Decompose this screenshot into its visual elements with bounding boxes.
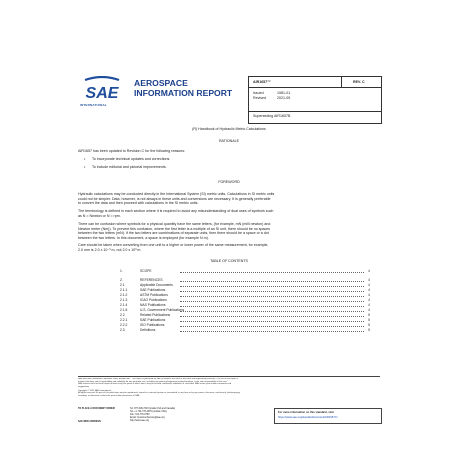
revised-label: Revised [253,96,266,100]
standard-link[interactable]: https://www.sae.org/standards/content/AIR1657C/ [278,416,338,419]
more-info-box: For more information on this standard, visit https://www.sae.org/standards/content/AIR1657C/ [274,408,382,424]
doc-id: AIR1657™ [253,80,271,84]
rationale-bullet: To include editorial and pictorial improvements. [92,165,167,169]
foreword-heading: FOREWORD [218,180,240,184]
rationale-intro: AIR1657 has been updated to Revision C for the following reasons: [78,149,186,153]
issued-date: 1981-01 [277,91,291,95]
document-title: (R) Handbook of Hydraulic Metric Calculations [192,127,266,131]
rationale-bullet: To incorporate technical updates and corrections. [92,157,171,161]
toc-entry[interactable]: 2. REFERENCES 4 [120,278,370,282]
toc-entry[interactable]: 2.1.3 ICAO Publications 4 [120,298,370,302]
superseding-note: Superseding AIR1657B [253,114,291,118]
svg-text:SAE: SAE [85,85,119,102]
foreword-text: There can be confusion where symbols for a physical quantity have the same letters, (for example, mN (milli newton) and [78,222,271,226]
toc-entry[interactable]: 2.1.1 SAE Publications 4 [120,288,370,292]
toc-entry[interactable]: 2.3 Definitions 5 [120,328,370,332]
sae-website-link[interactable]: http://www.sae.org [130,419,149,422]
foreword-text: could not be simpler. Data, however, is not always in these units and conversions are necessary. It is generally preferable [78,196,271,201]
toc-entry[interactable]: 2.1.4 NAS Publications 4 [120,303,370,307]
toc-entry[interactable]: 2.1.5 U.S. Government Publications 4 [120,308,370,312]
toc-entry[interactable]: 2.2.1 SAE Publications 5 [120,318,370,322]
logo-subtitle: INTERNATIONAL [80,103,107,107]
rationale-heading: RATIONALE [218,139,240,143]
foreword-text: to convert the data and then proceed with calculations in the SI metric units. [78,201,199,205]
bullet-icon: • [84,165,86,169]
foreword-text: between the two letters. In this document, a space is employed (for example N m). [78,235,209,240]
toc-heading: TABLE OF CONTENTS [210,259,248,263]
foreword-text: as N = Newton or N = rpm. [78,213,121,218]
footer-divider [78,376,380,377]
foreword-text: Hydraulic calculations may be conducted directly in the International System (SI) metric units. Calculations in SI metric units [78,192,275,196]
toc-entry[interactable]: 2.1.2 ASTM Publications 4 [120,293,370,297]
document-page: SAE INTERNATIONAL AEROSPACE INFORMATION REPORT AIR1657™ REV. C Issued 1981-01 Revised 2021-05 Superseding AIR1657B (R) Handbook of Hydraulic Metric Calculations RATIONALE AIR1657 has been updated to Revision C for the following reasons: • To incorporate technical updates and corrections. • To include editorial and pictorial improvements. FOREWORD Hydraulic calculations may be conducted directly in the International System (SI) metric units. Calculations in SI metric units could not be simpler. Data, however, is not always in these units and conversions are necessary. It is generally preferable to convert the data and then proceed with calculations in the SI metric units. The terminology is defined in each section where it is required to avoid any misunderstanding of dual uses of symbols such as N = Newton or N = rpm. There can be confusion where symbols for a physical quantity have the same letters, (for example, mN (milli newton) and Newton meter (Nm)). To prevent this confusion, where the first letter is a multiple of an SI unit, there should be no spaces between the two letters (mN). If the two letters are combinations of separate units, then there should be a space or a dot between the two letters. In this document, a space is employed (for example N m). Care should be taken when converting from one unit to a higher or lower power of the same measurement, for example, 2.0 mm is 2.0 x 10⁻³ m, not 2.0 x 10³ m. TABLE OF CONTENTS 1. SCOPE 4 2. REFERENCES 4 2.1 Applicable Documents 4 2.1.1 SAE Publications 4 2.1.2 ASTM Publications 4 2.1.3 ICAO Publications 4 2.1.4 NAS Publications 4 2.1.5 U.S. Government Publications 4 2.2 Related Publications 5 2.2.1 SAE Publications 5 2.2.2 ISO Publications 5 2.3 Definitions 5 SAE Executive Standards Committee Rules provide that: "This report is published by SAE to advance the state of technical and engineering sciences. The use of this report is entirely voluntary, and its applicability and suitability for any particular use, including any patent infringement arising therefrom, is the sole responsibility of the user." SAE reviews each technical report at least every five years at which time it may be revised, reaffirmed, stabilized, or cancelled. SAE invites your written comments and suggestions. Copyright © 2021 SAE International All rights reserved. No part of this publication may be reproduced, stored in a retrieval system or transmitted, in any form or by any means, electronic, mechanical, photocopying, recording, or otherwise, without the prior written permission of SAE. TO PLACE A DOCUMENT ORDER: Tel: 877-606-7323 (inside USA and Canada) Tel: +1 724-776-4970 (outside USA) Fax: 724-776-0790 Email: CustomerService@sae.org SAE WEB ADDRESS: http://www.sae.org For more information on this standard, visit https://www.sae.org/standards/content/AIR1657C/ [78,62,380,448]
foreword-text: The terminology is defined in each section where it is required to avoid any misunderstanding of dual uses of symbols such [78,209,274,213]
revision-label: REV. C [353,80,365,84]
toc-entry[interactable]: 2.1 Applicable Documents 4 [120,283,370,287]
toc-entry[interactable]: 1. SCOPE 4 [120,269,370,273]
foreword-text: 2.0 mm is 2.0 x 10⁻³ m, not 2.0 x 10³ m. [78,247,142,252]
toc-entry[interactable]: 2.2.2 ISO Publications 5 [120,323,370,327]
foreword-text: Care should be taken when converting from one unit to a higher or lower power of the same measurement, for example, [78,243,269,247]
foreword-text: Newton meter (Nm)). To prevent this confusion, where the first letter is a multiple of an SI unit, there should be no spaces [78,226,271,231]
foreword-text: between the two letters (mN). If the two letters are combinations of separate units, then there should be a space or a dot [78,231,269,235]
issued-label: Issued [253,91,264,95]
report-type-title: AEROSPACE INFORMATION REPORT [134,78,233,98]
fineprint: SAE Executive Standards Committee Rules provide that: "This report is published by SAE to advance the state of technical and engineering sciences. The use of this report is entirely voluntary, and its applicability and suitability for any particular use, including any patent infringement arising therefrom, is the sole responsibility of the user." SAE reviews each technical report at least every five years at which time it may be revised, reaffirmed, stabilized, or cancelled. SAE invites your written comments and suggestions. Copyright © 2021 SAE International All rights reserved. No part of this publication may be reproduced, stored in a retrieval system or transmitted, in any form or by any means, electronic, mechanical, photocopying, recording, or otherwise, without the prior written permission of SAE. [78,378,241,398]
sae-logo-icon [82,76,122,102]
bullet-icon: • [84,157,86,161]
header-info-box [248,76,382,124]
revised-date: 2021-05 [277,96,291,100]
toc-entry[interactable]: 2.2 Related Publications 5 [120,313,370,317]
